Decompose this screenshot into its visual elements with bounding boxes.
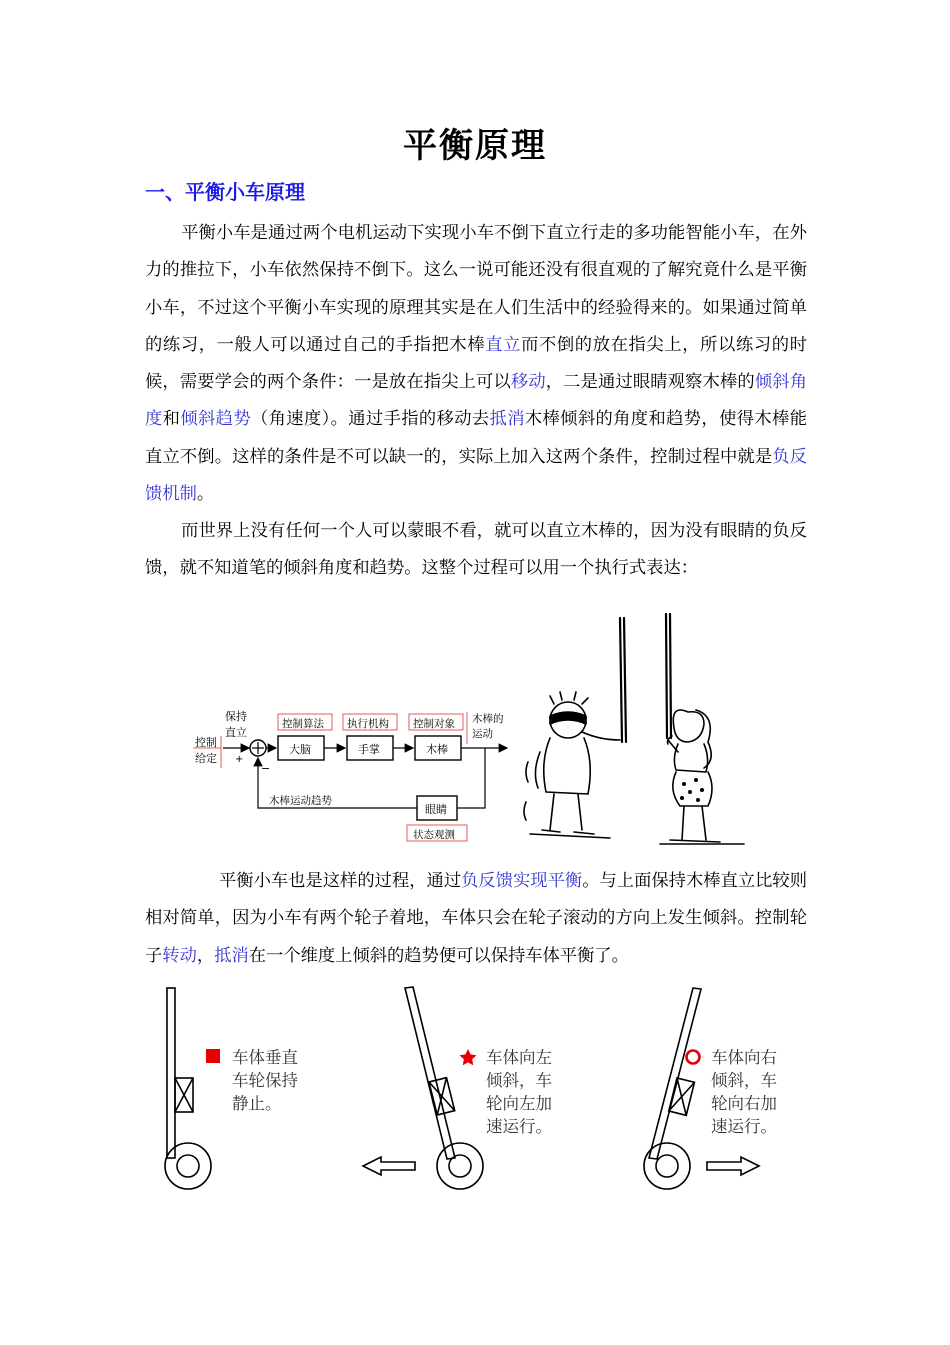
car3-line: 倾斜，车 bbox=[711, 1071, 777, 1090]
move-left-arrow bbox=[363, 1157, 415, 1175]
text-run: ， bbox=[196, 945, 215, 966]
input-label: 给定 bbox=[195, 752, 217, 765]
text-run: 平衡小车是通过两个电机运动下实现小车不倒下直立行走的多功能智能小车，在外力的推拉下，小车依然保持不倒下。这么一说可能还没有很直观的了解究竟什么是平衡小车，不过这个平衡小车实现的原理其实是在人们生活中的经验得来的。如果通过简单的练习，一般人可以通过自己的手指把木棒 bbox=[145, 223, 807, 355]
observe-label: 状态观测 bbox=[413, 829, 455, 841]
car3-line: 车体向右 bbox=[711, 1048, 777, 1067]
control-block-diagram bbox=[185, 700, 525, 845]
text-run: 木棒倾斜的角度和趋势，使得木棒能直立不倒。这样的条件是不可以缺一的，实际上加入这两个条件，控制过程中就是 bbox=[145, 409, 807, 467]
car-body-left bbox=[405, 987, 455, 1159]
highlight-term: 负反馈机制 bbox=[145, 446, 807, 505]
eye-text: 眼睛 bbox=[425, 803, 447, 816]
highlight-term: 转动 bbox=[162, 945, 197, 966]
highlight-term: 倾斜趋势 bbox=[180, 409, 251, 430]
car2-line: 速运行。 bbox=[486, 1117, 552, 1136]
car2-line: 倾斜，车 bbox=[486, 1071, 552, 1090]
text-run: 而不倒的放在指尖上，所以练习的时候，需要学会的两个条件：一是放在指尖上可以 bbox=[145, 334, 807, 393]
text-run: 。与上面保持木棒直立比较则相对简单，因为小车有两个轮子着地，车体只会在轮子滚动的方向上发生倾斜。控制轮子 bbox=[145, 871, 807, 966]
object-label: 控制对象 bbox=[413, 718, 455, 730]
car-wheel bbox=[165, 1143, 211, 1189]
move-right-arrow bbox=[707, 1157, 759, 1175]
input-label: 控制 bbox=[195, 736, 217, 749]
text-run: 。 bbox=[196, 484, 215, 505]
car2-line: 车体向左 bbox=[486, 1048, 552, 1067]
text-run: 和 bbox=[162, 409, 181, 430]
highlight-term: 负反馈实现平衡 bbox=[461, 871, 583, 891]
car1-line: 车体垂直 bbox=[232, 1048, 298, 1067]
algo-label: 控制算法 bbox=[282, 718, 324, 730]
output-label: 木棒的 bbox=[472, 713, 504, 725]
car1-line: 车轮保持 bbox=[232, 1071, 298, 1090]
section-heading: 一、平衡小车原理 bbox=[145, 180, 305, 204]
car-body-vertical bbox=[167, 988, 175, 1158]
highlight-term: 抵消 bbox=[214, 945, 249, 966]
highlight-term: 移动 bbox=[510, 372, 546, 393]
text-run: （角速度）。通过手指的移动去 bbox=[250, 409, 490, 430]
feedback-label: 木棒运动趋势 bbox=[269, 795, 332, 807]
plus-sign: + bbox=[235, 754, 244, 765]
setpoint-label: 直立 bbox=[225, 726, 247, 739]
setpoint-label: 保持 bbox=[225, 710, 247, 723]
car3-line: 轮向右加 bbox=[711, 1094, 777, 1113]
highlight-term: 倾斜角度 bbox=[145, 372, 807, 430]
text-run: 在一个维度上倾斜的趋势便可以保持车体平衡了。 bbox=[248, 945, 629, 966]
highlight-term: 抵消 bbox=[489, 409, 525, 430]
car-wheel bbox=[644, 1143, 690, 1189]
car3-line: 速运行。 bbox=[711, 1117, 777, 1136]
balancing-stick-illustration bbox=[520, 612, 752, 847]
output-label: 运动 bbox=[472, 728, 493, 740]
text-run: 平衡小车也是这样的过程，通过 bbox=[219, 871, 462, 891]
car-tilt-diagrams bbox=[145, 982, 805, 1197]
car2-line: 轮向左加 bbox=[486, 1094, 552, 1113]
paragraph-blindfold bbox=[145, 513, 807, 588]
paragraph-blindfold-text: 而世界上没有任何一个人可以蒙眼不看，就可以直立木棒的，因为没有眼睛的负反馈，就不知道笔的倾斜角度和趋势。这整个过程可以用一个执行式表达： bbox=[145, 521, 807, 579]
actuator-label: 执行机构 bbox=[347, 718, 389, 730]
palm-text: 手掌 bbox=[358, 743, 380, 756]
car-wheel bbox=[437, 1143, 483, 1189]
car1-line: 静止。 bbox=[232, 1094, 282, 1113]
circle-marker bbox=[687, 1051, 700, 1064]
page-title: 平衡原理 bbox=[403, 126, 547, 166]
square-marker bbox=[206, 1049, 220, 1063]
brain-text: 大脑 bbox=[289, 743, 311, 756]
text-run: ，二是通过眼睛观察木棒的 bbox=[545, 372, 755, 393]
paragraph-intro bbox=[145, 215, 807, 513]
star-marker bbox=[460, 1049, 477, 1065]
highlight-term: 直立 bbox=[485, 334, 522, 355]
paragraph-car bbox=[145, 863, 807, 975]
stick-text: 木棒 bbox=[426, 743, 448, 756]
minus-sign: − bbox=[261, 762, 271, 775]
car-body-right bbox=[649, 988, 701, 1159]
